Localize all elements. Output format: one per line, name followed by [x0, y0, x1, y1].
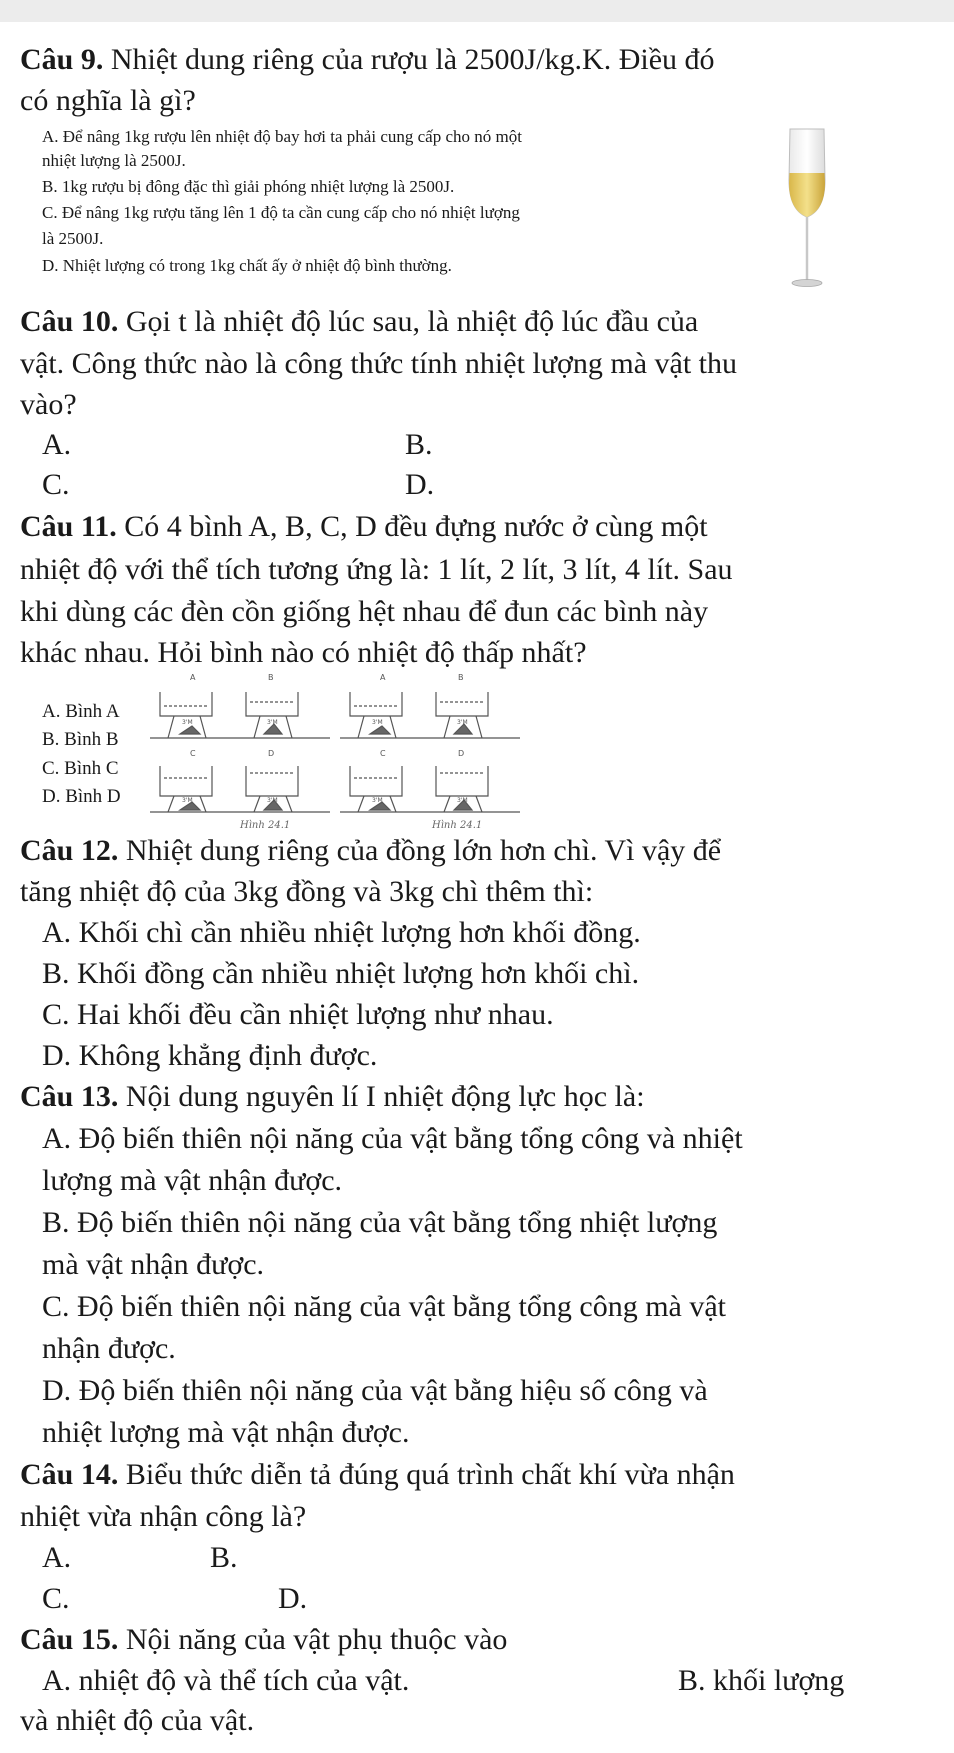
- q15-stem: [20, 1625, 507, 1655]
- svg-text:3'M: 3'M: [372, 797, 383, 804]
- q9-option-a-line1: A. Để nâng 1kg rượu lên nhiệt độ bay hơi ta phải cung cấp cho nó một: [42, 127, 522, 146]
- q13-option-b-line1: B. Độ biến thiên nội năng của vật bằng tổng nhiệt lượng: [42, 1206, 718, 1239]
- q10-option-c: C.: [42, 468, 70, 501]
- q14-stem-line1: [20, 1460, 735, 1490]
- q10-option-b: B.: [405, 428, 433, 461]
- q14-option-c: C.: [42, 1582, 70, 1615]
- beaker-figure: [150, 672, 530, 832]
- q13-option-d-line1: D. Độ biến thiên nội năng của vật bằng hiệu số công và: [42, 1374, 708, 1407]
- q10-option-a: A.: [42, 428, 72, 461]
- q12-head: Câu 12.: [20, 834, 119, 867]
- q11-head: Câu 11.: [20, 510, 117, 543]
- q12-stem1: Nhiệt dung riêng của đồng lớn hơn chì. Vì vậy để: [118, 834, 722, 867]
- q12-option-c: C. Hai khối đều cần nhiệt lượng như nhau.: [42, 998, 554, 1031]
- q15-stem-text: Nội năng của vật phụ thuộc vào: [118, 1623, 508, 1656]
- panel2-row1: [340, 673, 520, 738]
- q9-stem-line1: [20, 45, 715, 75]
- q12-stem-line2: tăng nhiệt độ của 3kg đồng và 3kg chì thêm thì:: [20, 875, 594, 908]
- svg-text:A: A: [380, 673, 386, 682]
- q12-stem-line1: [20, 836, 721, 866]
- svg-text:3'M: 3'M: [182, 797, 193, 804]
- q12-option-d: D. Không khẳng định được.: [42, 1039, 378, 1072]
- q10-head: Câu 10.: [20, 305, 119, 338]
- q12-option-a: A. Khối chì cần nhiều nhiệt lượng hơn khối đồng.: [42, 916, 641, 949]
- q9-option-c-line1: C. Để nâng 1kg rượu tăng lên 1 độ ta cần cung cấp cho nó nhiệt lượng: [42, 203, 520, 222]
- q14-stem1: Biểu thức diễn tả đúng quá trình chất khí vừa nhận: [118, 1458, 735, 1491]
- q13-option-c-line2: nhận được.: [42, 1332, 176, 1365]
- q13-stem-text: Nội dung nguyên lí I nhiệt động lực học là:: [118, 1080, 645, 1113]
- label-b1: B: [268, 673, 274, 682]
- q13-option-d-line2: nhiệt lượng mà vật nhận được.: [42, 1416, 410, 1449]
- wine-glass-image: [782, 125, 832, 290]
- q11-stem-line2: nhiệt độ với thể tích tương ứng là: 1 lít, 2 lít, 3 lít, 4 lít. Sau: [20, 553, 733, 586]
- svg-text:C: C: [190, 749, 196, 758]
- svg-text:B: B: [458, 673, 464, 682]
- q10-stem-line1: [20, 307, 698, 337]
- fig-caption-2: Hình 24.1: [432, 820, 483, 831]
- svg-text:3'M: 3'M: [182, 719, 193, 726]
- q11-option-a: A. Bình A: [42, 701, 120, 722]
- q13-option-a-line1: A. Độ biến thiên nội năng của vật bằng tổng công và nhiệt: [42, 1122, 743, 1155]
- q14-option-d: D.: [278, 1582, 308, 1615]
- q14-option-b: B.: [210, 1541, 238, 1574]
- q10-stem1: Gọi t là nhiệt độ lúc sau, là nhiệt độ lúc đầu của: [118, 305, 699, 338]
- q13-head: Câu 13.: [20, 1080, 119, 1113]
- q10-option-d: D.: [405, 468, 435, 501]
- q13-option-a-line2: lượng mà vật nhận được.: [42, 1164, 343, 1197]
- q11-option-d: D. Bình D: [42, 786, 121, 807]
- q14-option-a: A.: [42, 1541, 72, 1574]
- q9-stem-line2: có nghĩa là gì?: [20, 84, 196, 117]
- q11-stem-line1: [20, 512, 708, 542]
- q15-option-b: B. khối lượng: [678, 1664, 845, 1697]
- q14-head: Câu 14.: [20, 1458, 119, 1491]
- q11-option-b: B. Bình B: [42, 729, 119, 750]
- q9-option-b: B. 1kg rượu bị đông đặc thì giải phóng nhiệt lượng là 2500J.: [42, 177, 455, 196]
- panel1-row1: [150, 673, 330, 738]
- svg-text:3'M: 3'M: [267, 797, 278, 804]
- panel2-row2: [340, 749, 520, 812]
- q9-head: Câu 9.: [20, 43, 104, 76]
- q10-stem-line2: vật. Công thức nào là công thức tính nhiệt lượng mà vật thu: [20, 347, 738, 380]
- svg-text:3'M: 3'M: [372, 719, 383, 726]
- q15-head: Câu 15.: [20, 1623, 119, 1656]
- q15-option-a: A. nhiệt độ và thể tích của vật.: [42, 1664, 410, 1697]
- q13-option-b-line2: mà vật nhận được.: [42, 1248, 265, 1281]
- q9-option-a-line2: nhiệt lượng là 2500J.: [42, 151, 186, 170]
- svg-text:3'M: 3'M: [267, 719, 278, 726]
- q9-option-c-line2: là 2500J.: [42, 229, 104, 248]
- panel1-row2: [150, 749, 330, 812]
- q11-option-c: C. Bình C: [42, 758, 119, 779]
- q9-stem1: Nhiệt dung riêng của rượu là 2500J/kg.K. Điều đó: [103, 43, 715, 76]
- label-a1: A: [190, 673, 196, 682]
- svg-text:D: D: [268, 749, 275, 758]
- q15-option-b-cont: và nhiệt độ của vật.: [20, 1704, 255, 1737]
- q14-stem-line2: nhiệt vừa nhận công là?: [20, 1500, 307, 1533]
- q11-stem-line3: khi dùng các đèn cồn giống hệt nhau để đun các bình này: [20, 595, 709, 628]
- q13-stem: [20, 1082, 645, 1112]
- svg-text:3'M: 3'M: [457, 719, 468, 726]
- q13-option-c-line1: C. Độ biến thiên nội năng của vật bằng tổng công mà vật: [42, 1290, 727, 1323]
- svg-text:D: D: [458, 749, 465, 758]
- q9-option-d: D. Nhiệt lượng có trong 1kg chất ấy ở nhiệt độ bình thường.: [42, 256, 452, 275]
- q11-stem-line4: khác nhau. Hỏi bình nào có nhiệt độ thấp nhất?: [20, 636, 587, 669]
- q10-stem-line3: vào?: [20, 388, 77, 421]
- svg-text:C: C: [380, 749, 386, 758]
- top-strip: [0, 0, 954, 22]
- q11-stem1: Có 4 bình A, B, C, D đều đựng nước ở cùng một: [116, 510, 708, 543]
- q12-option-b: B. Khối đồng cần nhiều nhiệt lượng hơn khối chì.: [42, 957, 640, 990]
- svg-text:3'M: 3'M: [457, 797, 468, 804]
- fig-caption-1: Hình 24.1: [240, 820, 291, 831]
